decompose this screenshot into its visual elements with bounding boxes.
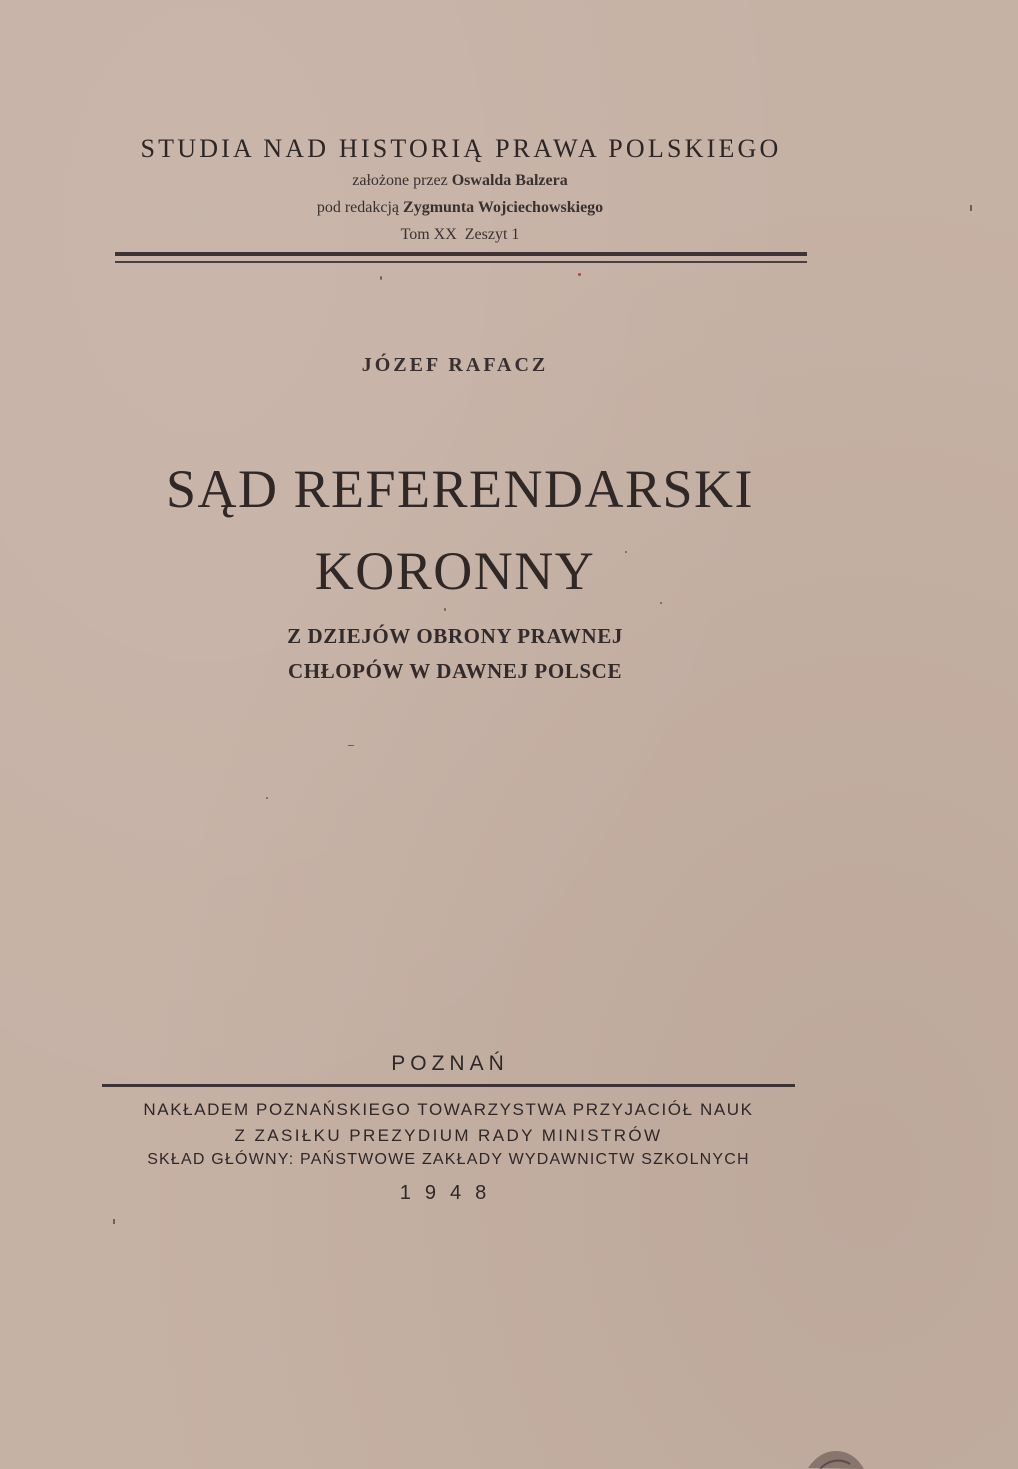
paper-speck <box>578 273 581 276</box>
paper-speck <box>444 608 446 611</box>
paper-speck <box>348 745 354 746</box>
paper-speck <box>113 1219 115 1224</box>
publication-city: POZNAŃ <box>391 1052 509 1075</box>
book-subtitle-line-1: Z DZIEJÓW OBRONY PRAWNEJ <box>287 624 623 648</box>
book-title-line-2: KORONNY <box>314 541 596 601</box>
founder-prefix: założone przez <box>352 172 448 189</box>
publisher-line: NAKŁADEM POZNAŃSKIEGO TOWARZYSTWA PRZYJACIÓŁ NAUK <box>143 1100 754 1119</box>
header-double-rule <box>115 252 807 266</box>
series-editor-line <box>260 199 660 217</box>
publication-year: 1948 <box>399 1182 501 1204</box>
rule-thin <box>115 261 807 263</box>
paper-speck <box>266 797 268 799</box>
series-title: STUDIA NAD HISTORIĄ PRAWA POLSKIEGO <box>140 134 782 163</box>
paper-speck <box>380 276 382 280</box>
imprint-rule <box>102 1084 795 1087</box>
rule-thick <box>115 252 807 256</box>
volume-number: Tom XX Zeszyt 1 <box>400 226 520 243</box>
paper-speck <box>625 551 627 553</box>
editor-prefix: pod redakcją <box>316 199 400 216</box>
book-subtitle-line-2: CHŁOPÓW W DAWNEJ POLSCE <box>287 659 623 683</box>
distribution-line: SKŁAD GŁÓWNY: PAŃSTWOWE ZAKŁADY WYDAWNICTW SZKOLNYCH <box>147 1151 750 1168</box>
author-name: JÓZEF RAFACZ <box>361 354 549 376</box>
editor-name: Zygmunta Wojciechowskiego <box>403 199 604 216</box>
paper-speck <box>970 205 972 211</box>
founder-name: Oswalda Balzera <box>451 172 568 189</box>
subsidy-line: Z ZASIŁKU PREZYDIUM RADY MINISTRÓW <box>234 1126 663 1145</box>
series-founder-line <box>260 172 660 190</box>
book-title-line-1: SĄD REFERENDARSKI <box>165 459 755 519</box>
paper-damage-mark <box>806 1438 866 1469</box>
paper-speck <box>660 602 662 604</box>
